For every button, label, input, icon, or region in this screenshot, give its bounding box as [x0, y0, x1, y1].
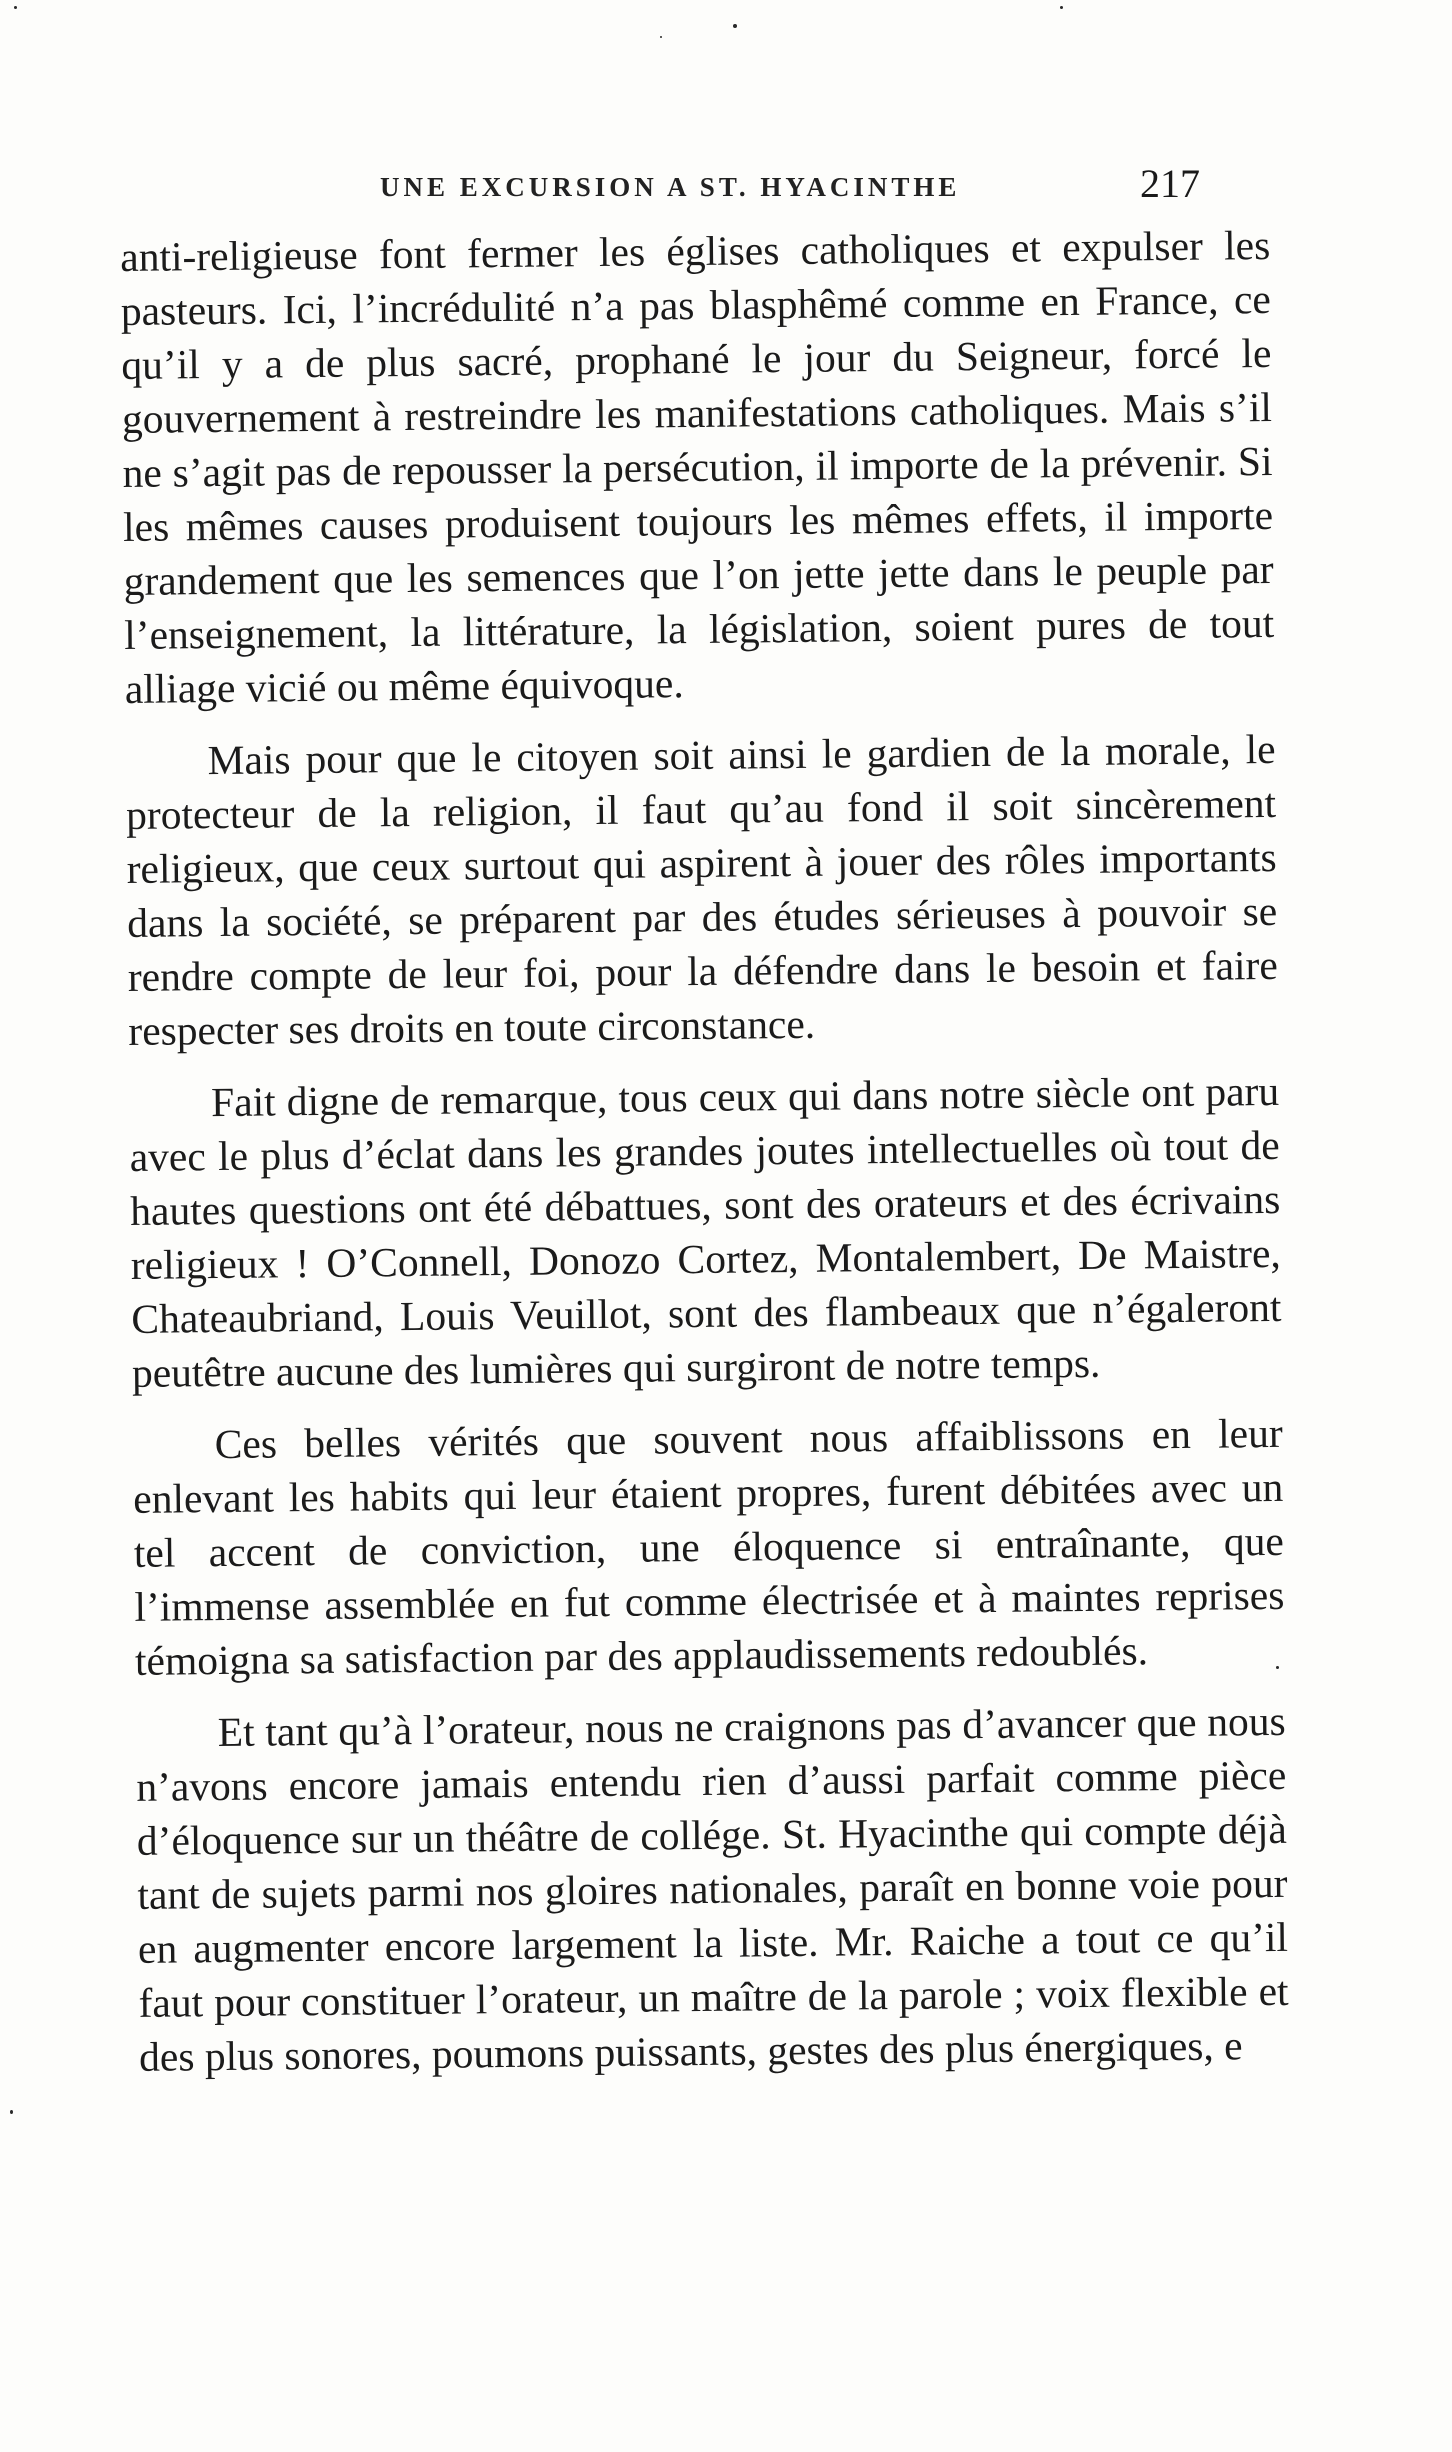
ink-speck	[14, 6, 17, 9]
paragraph: anti-religieuse font fermer les églises catholiques et expulser les pasteurs. Ici, l’incrédulité n’a pas blasphêmé comme en France, ce qu’il y a de plus sacré, prophané le jour du Seigneur, forcé le gouvernement à restreindre les manifestations catholiques. Mais s’il ne s’agit pas de repousser la persécution, il importe de la prévenir. Si les mêmes causes produisent toujours les mêmes effets, il importe grandement que les semences que l’on jette jette dans le peuple par l’enseignement, la littérature, la législation, soient pures de tout alliage vicié ou même équivoque.	[120, 221, 1275, 712]
running-title: UNE EXCURSION A ST. HYACINTHE	[380, 172, 961, 202]
paragraph: Mais pour que le citoyen soit ainsi le gardien de la morale, le protecteur de la religion, il faut qu’au fond il soit sincèrement religieux, que ceux surtout qui aspirent à jouer des rôles importants dans la société, se préparent par des études sérieuses à pouvoir se rendre compte de leur foi, pour la défendre dans le besoin et faire respecter ses droits en toute circonstance.	[125, 725, 1279, 1054]
paragraph: Et tant qu’à l’orateur, nous ne craignons pas d’avancer que nous n’avons encore jamais entendu rien d’aussi parfait comme pièce d’éloquence sur un théâtre de collége. St. Hyacinthe qui compte déjà tant de sujets parmi nos gloires nationales, paraît en bonne voie pour en augmenter encore largement la liste. Mr. Raiche a tout ce qu’il faut pour constituer l’orateur, un maître de la parole ; voix flexible et des plus sonores, poumons puissants, gestes des plus énergiques, e	[136, 1697, 1289, 2080]
ink-speck	[1060, 6, 1063, 9]
running-head	[0, 160, 1452, 220]
ink-speck	[10, 2110, 13, 2114]
paragraph: Ces belles vérités que souvent nous affaiblissons en leur enlevant les habits qui leur étaient propres, furent débitées avec un tel accent de conviction, une éloquence si entraînante, que l’immense assemblée en fut comme électrisée et à maintes reprises témoigna sa satisfaction par des applaudissements redoublés.	[133, 1409, 1285, 1684]
page-number: 217	[1140, 161, 1200, 206]
ink-speck	[660, 36, 662, 38]
paragraph: Fait digne de remarque, tous ceux qui dans notre siècle ont paru avec le plus d’éclat dans les grandes joutes intellectuelles où tout de hautes questions ont été débattues, sont des orateurs et des écrivains religieux ! O’Connell, Donozo Cortez, Montalembert, De Maistre, Chateaubriand, Louis Veuillot, sont des flambeaux que n’égaleront peutêtre aucune des lumières qui surgiront de notre temps.	[129, 1067, 1282, 1396]
ink-speck	[733, 24, 737, 28]
body-text	[120, 218, 1290, 2102]
